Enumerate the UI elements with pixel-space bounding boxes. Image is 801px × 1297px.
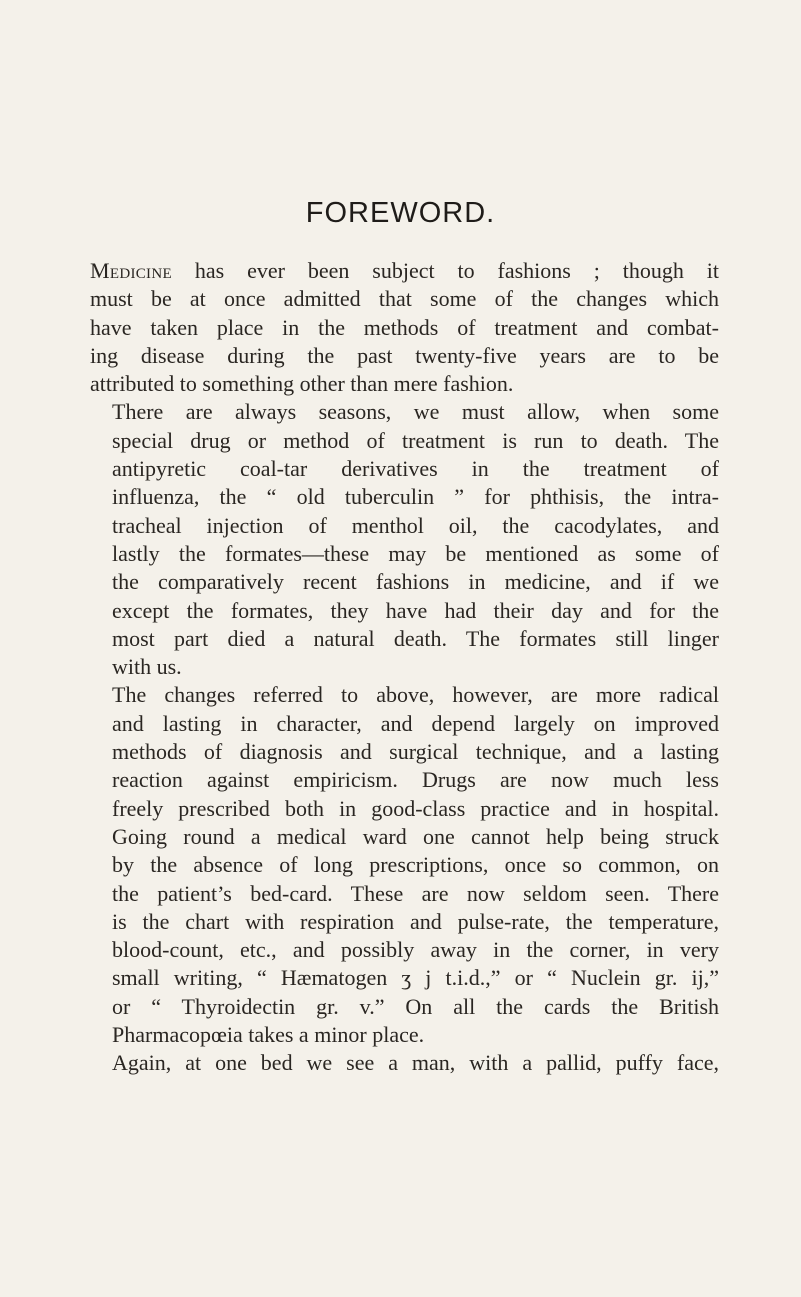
- text-line: ing disease during the past twenty-five years are to be: [90, 342, 719, 368]
- text-line: most part died a natural death. The formates still linger: [112, 625, 719, 651]
- text-line: tracheal injection of menthol oil, the cacodylates, and: [112, 512, 719, 538]
- text-line: There are always seasons, we must allow, when some: [112, 399, 719, 425]
- text-line: by the absence of long prescriptions, once so common, on: [112, 852, 719, 878]
- page-heading: FOREWORD.: [305, 197, 496, 229]
- text-line: [90, 257, 719, 285]
- paragraph-2: [90, 398, 719, 681]
- text-line: must be at once admitted that some of the changes which: [90, 286, 719, 312]
- text-line: with us.: [112, 654, 182, 680]
- paragraph-4: [90, 1049, 719, 1077]
- paragraph-1: [90, 257, 719, 398]
- text-line: small writing, “ Hæmatogen ʒ j t.i.d.,” or “ Nuclein gr. ij,”: [112, 965, 719, 991]
- text-line: blood-count, etc., and possibly away in the corner, in very: [112, 937, 719, 963]
- paragraph-3: [90, 681, 719, 1049]
- text-line: the patient’s bed-card. These are now seldom seen. There: [112, 880, 719, 906]
- text-line: freely prescribed both in good-class practice and in hospital.: [112, 795, 719, 821]
- text-line: Again, at one bed we see a man, with a pallid, puffy face,: [112, 1050, 719, 1076]
- text-line: Going round a medical ward one cannot help being struck: [112, 823, 719, 849]
- text-line: attributed to something other than mere fashion.: [90, 371, 514, 397]
- body-text: [90, 257, 719, 1078]
- text-line: The changes referred to above, however, are more radical: [112, 682, 719, 708]
- text-line: have taken place in the methods of treatment and combat-: [90, 314, 719, 340]
- text-line: or “ Thyroidectin gr. v.” On all the cards the British: [112, 993, 719, 1019]
- text-line: is the chart with respiration and pulse-rate, the temperature,: [112, 908, 719, 934]
- text-line: methods of diagnosis and surgical technique, and a lasting: [112, 739, 719, 765]
- text-line: Pharmacopœia takes a minor place.: [112, 1022, 425, 1048]
- line-text: has ever been subject to fashions ; though it: [171, 258, 719, 283]
- lead-word: Medicine: [90, 258, 172, 283]
- text-line: antipyretic coal-tar derivatives in the treatment of: [112, 456, 719, 482]
- text-line: except the formates, they have had their day and for the: [112, 597, 719, 623]
- text-line: the comparatively recent fashions in medicine, and if we: [112, 569, 719, 595]
- text-line: reaction against empiricism. Drugs are now much less: [112, 767, 719, 793]
- text-line: influenza, the “ old tuberculin ” for phthisis, the intra-: [112, 484, 719, 510]
- text-line: and lasting in character, and depend largely on improved: [112, 710, 719, 736]
- text-line: special drug or method of treatment is run to death. The: [112, 427, 719, 453]
- text-line: lastly the formates—these may be mentioned as some of: [112, 540, 719, 566]
